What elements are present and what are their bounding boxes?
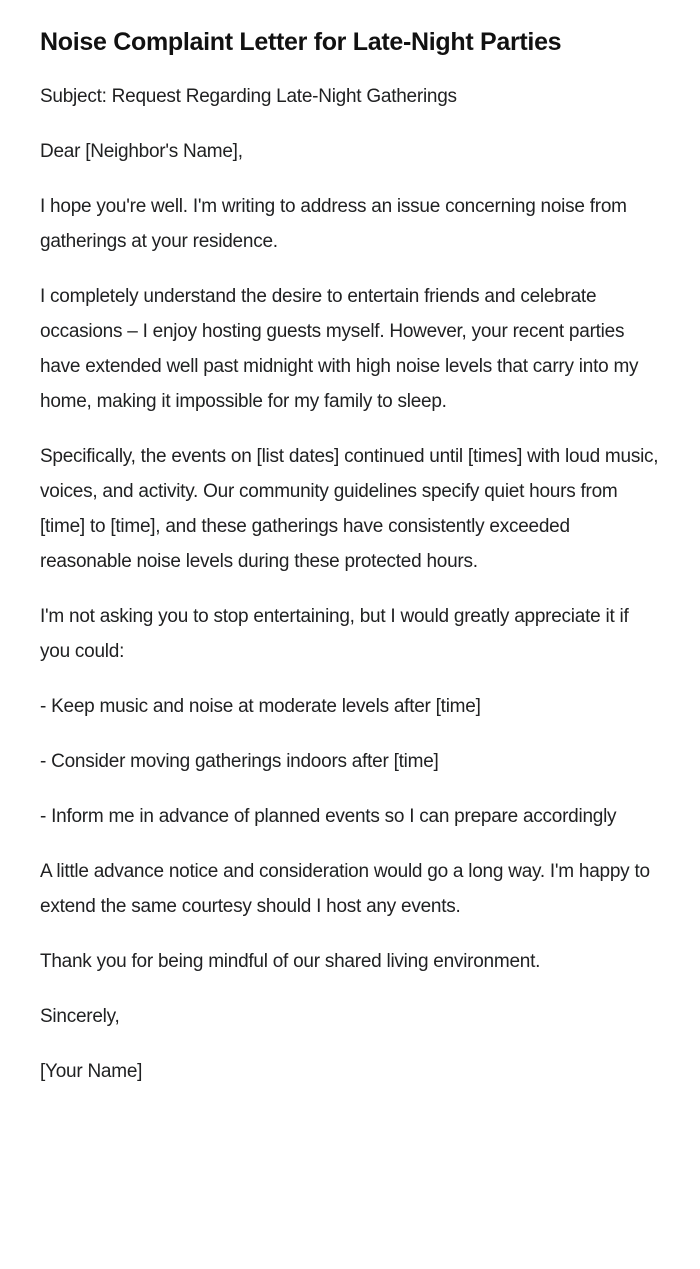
- subject-line: Subject: Request Regarding Late-Night Gatherings: [40, 86, 457, 107]
- letter-paragraph: A little advance notice and consideration would go a long way. I'm happy to extend the same courtesy should I host any events.: [40, 861, 650, 917]
- request-list-item: - Consider moving gatherings indoors after [time]: [40, 751, 439, 772]
- request-list-item: - Inform me in advance of planned events so I can prepare accordingly: [40, 806, 617, 827]
- closing: Sincerely,: [40, 1006, 120, 1027]
- salutation: Dear [Neighbor's Name],: [40, 141, 243, 162]
- page-title: Noise Complaint Letter for Late-Night Parties: [40, 28, 562, 56]
- letter-paragraph: I hope you're well. I'm writing to address an issue concerning noise from gatherings at your residence.: [40, 196, 627, 252]
- letter-paragraph: I completely understand the desire to entertain friends and celebrate occasions – I enjoy hosting guests myself. However, your recent parties have extended well past midnight with high noise levels that carry into my home, making it impossible for my family to sleep.: [40, 286, 639, 412]
- signature-placeholder: [Your Name]: [40, 1061, 143, 1082]
- request-list-item: - Keep music and noise at moderate levels after [time]: [40, 696, 481, 717]
- letter-paragraph: I'm not asking you to stop entertaining, but I would greatly appreciate it if you could:: [40, 606, 629, 662]
- letter-paragraph: Thank you for being mindful of our shared living environment.: [40, 951, 541, 972]
- letter-paragraph: Specifically, the events on [list dates] continued until [times] with loud music, voices, and activity. Our community guidelines specify quiet hours from [time] to [time], and these gatherings have consistently exceeded reasonable noise levels during these protected hours.: [40, 446, 659, 572]
